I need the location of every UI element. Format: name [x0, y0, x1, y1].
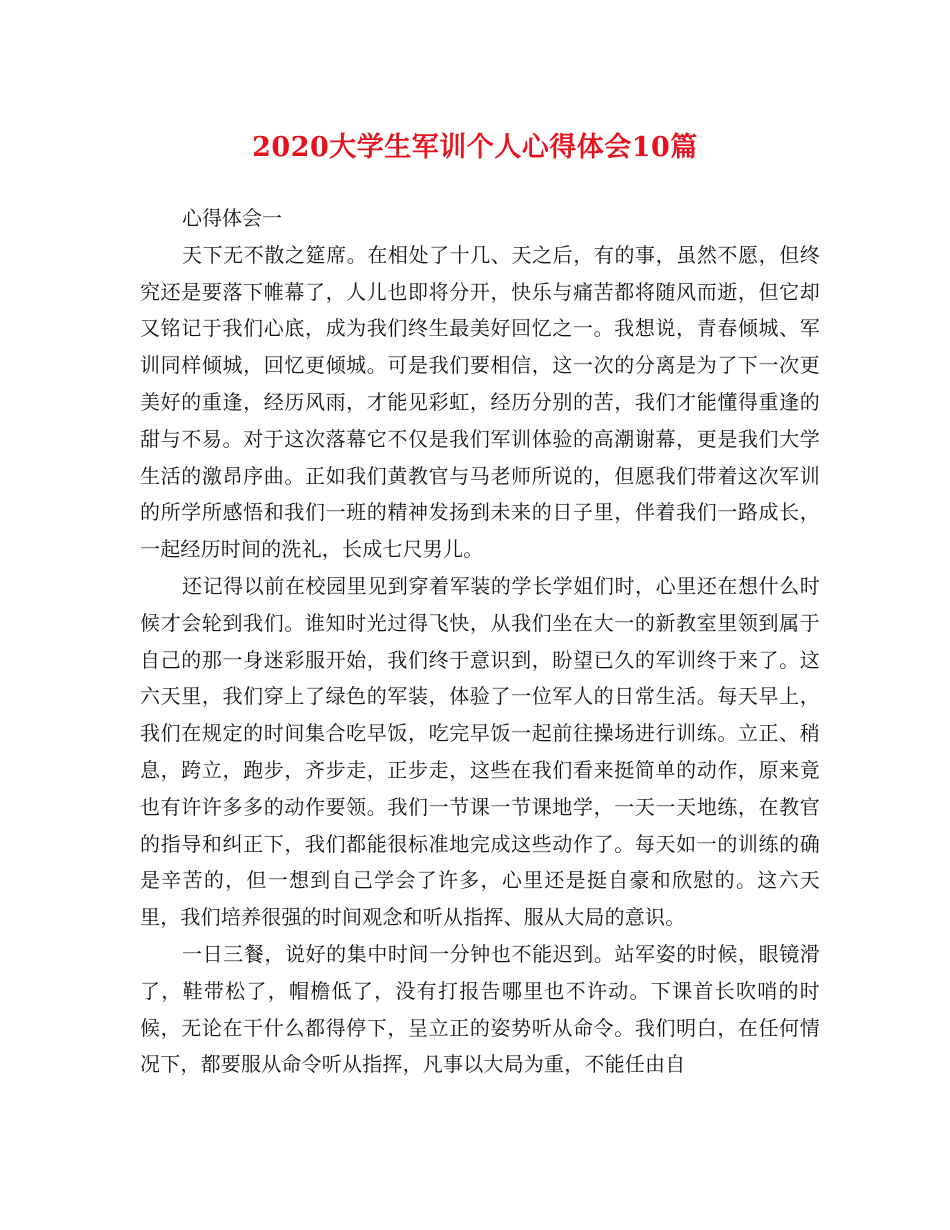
paragraph: 天下无不散之筵席。在相处了十几、天之后，有的事，虽然不愿，但终究还是要落下帷幕了，人儿也即将分开，快乐与痛苦都将随风而逝，但它却又铭记于我们心底，成为我们终生最美好回忆之一。我想说，青春倾城、军训同样倾城，回忆更倾城。可是我们要相信，这一次的分离是为了下一次更美好的重逢，经历风雨，才能见彩虹，经历分别的苦，我们才能懂得重逢的甜与不易。对于这次落幕它不仅是我们军训体验的高潮谢幕，更是我们大学生活的激昂序曲。正如我们黄教官与马老师所说的，但愿我们带着这次军训的所学所感悟和我们一班的精神发扬到未来的日子里，伴着我们一路成长，一起经历时间的洗礼，长成七尺男儿。: [140, 242, 820, 562]
document-title: 2020大学生军训个人心得体会10篇: [252, 132, 698, 163]
section-heading: 心得体会一: [182, 206, 282, 230]
paragraph: 一日三餐，说好的集中时间一分钟也不能迟到。站军姿的时候，眼镜滑了，鞋带松了，帽檐低了，没有打报告哪里也不许动。下课首长吹哨的时候，无论在干什么都得停下，呈立正的姿势听从命令。我们明白，在任何情况下，都要服从命令听从指挥，凡事以大局为重，不能任由自: [140, 941, 820, 1077]
document-body: [140, 200, 820, 1083]
paragraph: 还记得以前在校园里见到穿着军装的学长学姐们时，心里还在想什么时候才会轮到我们。谁知时光过得飞快，从我们坐在大一的新教室里领到属于自己的那一身迷彩服开始，我们终于意识到，盼望已久的军训终于来了。这六天里，我们穿上了绿色的军装，体验了一位军人的日常生活。每天早上，我们在规定的时间集合吃早饭，吃完早饭一起前往操场进行训练。立正、稍息，跨立，跑步，齐步走，正步走，这些在我们看来挺简单的动作，原来竟也有许许多多的动作要领。我们一节课一节课地学，一天一天地练，在教官的指导和纠正下，我们都能很标准地完成这些动作了。每天如一的训练的确是辛苦的，但一想到自己学会了许多，心里还是挺自豪和欣慰的。这六天里，我们培养很强的时间观念和听从指挥、服从大局的意识。: [140, 573, 820, 930]
